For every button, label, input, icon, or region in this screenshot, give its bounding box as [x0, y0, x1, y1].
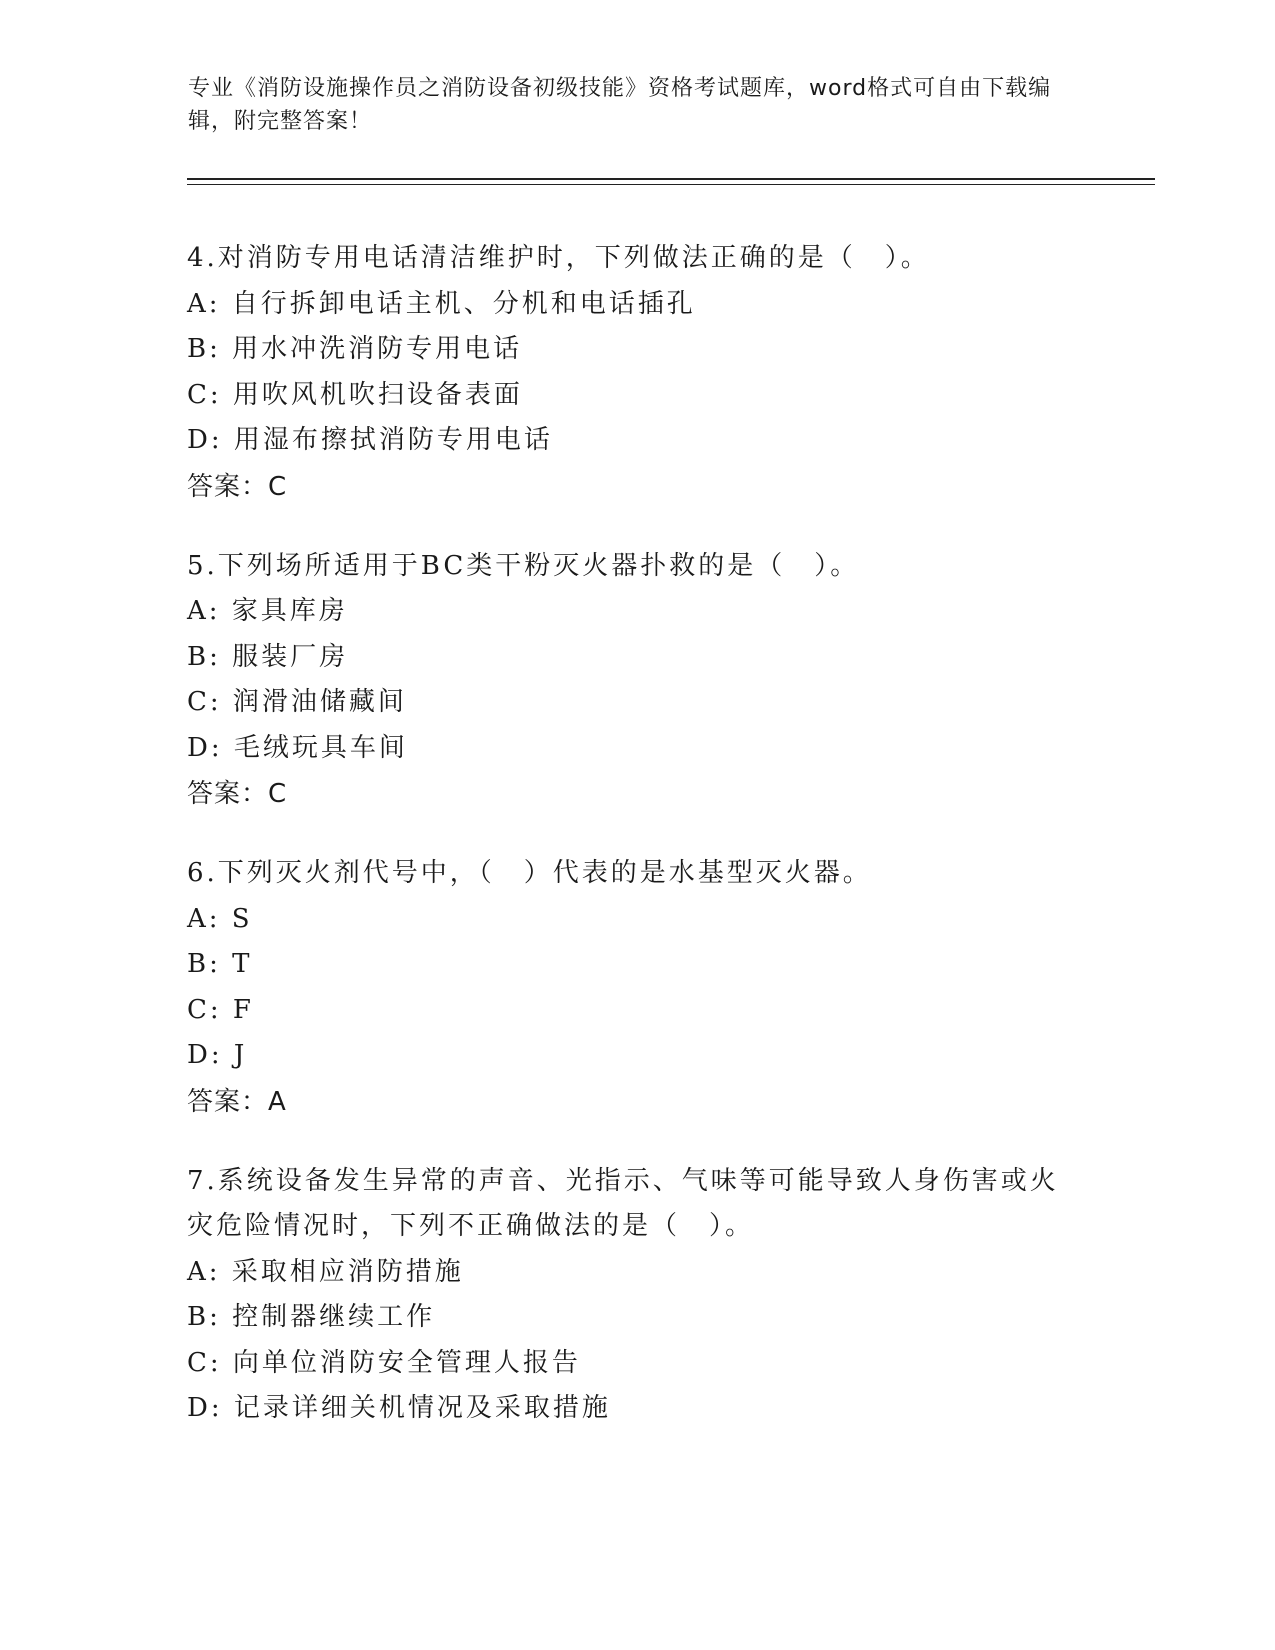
- question-list: [187, 236, 1087, 1466]
- question-7: [187, 1159, 1087, 1432]
- question-stem: 4.对消防专用电话清洁维护时，下列做法正确的是（ ）。: [187, 243, 930, 273]
- option-d: D: 毛绒玩具车间: [187, 732, 408, 763]
- option-a: A: 采取相应消防措施: [187, 1256, 464, 1287]
- answer-text: 答案：C: [187, 779, 288, 809]
- option-d: D: 用湿布擦拭消防专用电话: [187, 425, 553, 455]
- option-b: B: 用水冲洗消防专用电话: [187, 334, 523, 364]
- option-c: C: 向单位消防安全管理人报告: [187, 1347, 581, 1378]
- option-c: C: F: [187, 994, 254, 1025]
- question-4: [187, 236, 1087, 510]
- question-stem: 7.系统设备发生异常的声音、光指示、气味等可能导致人身伤害或火灾危险情况时，下列不正确做法的是（ ）。: [187, 1165, 1059, 1241]
- option-b: B: 控制器继续工作: [187, 1302, 436, 1332]
- option-c: C: 润滑油储藏间: [187, 687, 407, 717]
- answer-text: 答案：C: [187, 471, 288, 502]
- option-b: B: 服装厂房: [187, 641, 349, 672]
- option-a: A: 家具库房: [187, 596, 348, 626]
- question-stem: 6.下列灭火剂代号中，（ ）代表的是水基型灭火器。: [187, 858, 872, 888]
- option-a: A: S: [187, 903, 253, 934]
- header-rule-thick: [187, 178, 1155, 180]
- option-d: D: 记录详细关机情况及采取措施: [187, 1393, 611, 1423]
- option-a: A: 自行拆卸电话主机、分机和电话插孔: [187, 288, 696, 319]
- option-d: D: J: [187, 1040, 248, 1070]
- header-rule-thin: [187, 184, 1155, 185]
- answer-text: 答案：A: [187, 1086, 287, 1117]
- option-c: C: 用吹风机吹扫设备表面: [187, 379, 523, 410]
- question-6: [187, 851, 1087, 1125]
- question-stem: 5.下列场所适用于BC类干粉灭火器扑救的是（ ）。: [187, 550, 860, 581]
- option-b: B: T: [187, 949, 253, 979]
- document-header: 专业《消防设施操作员之消防设备初级技能》资格考试题库，word格式可自由下载编辑，附完整答案！: [188, 76, 1052, 134]
- question-5: [187, 544, 1087, 818]
